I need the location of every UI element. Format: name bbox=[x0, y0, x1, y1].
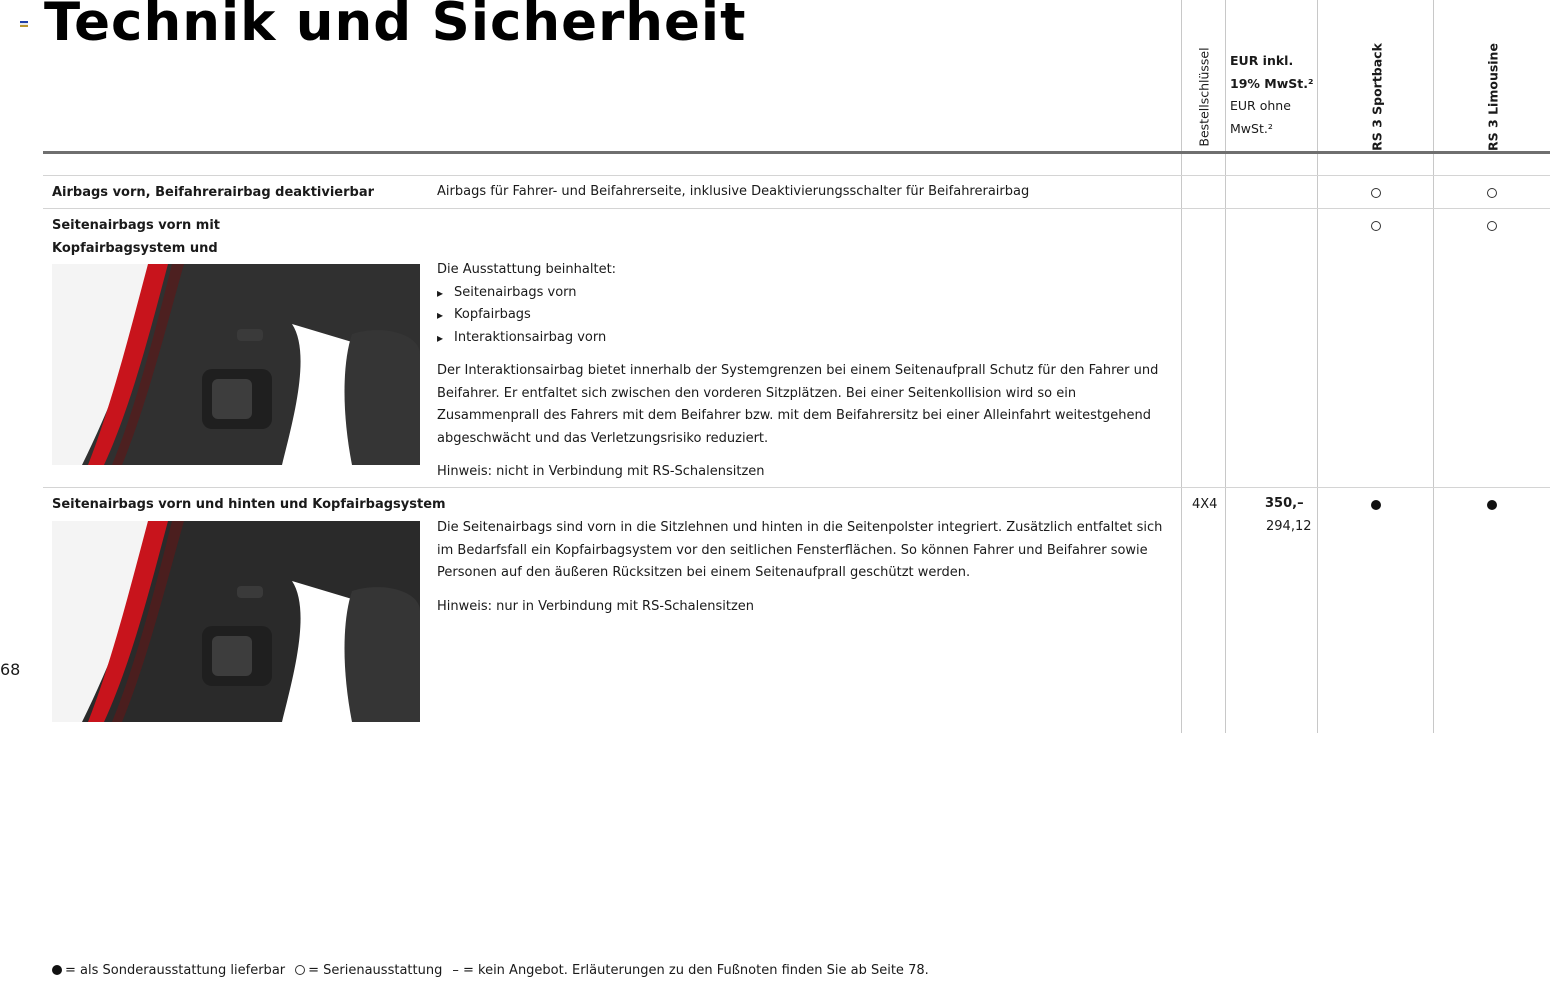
row-3-note: Hinweis: nur in Verbindung mit RS-Schalensitzen bbox=[437, 598, 755, 614]
row-2-airbag-photo bbox=[52, 264, 420, 465]
row-3-price-gross: 350,– bbox=[1265, 496, 1304, 511]
legend-serie: = Serienausstattung bbox=[308, 963, 443, 978]
page-number: 68 bbox=[0, 660, 21, 679]
list-item: ▸ Seitenairbags vorn bbox=[437, 282, 1167, 305]
row-2-sportback-serie-icon bbox=[1371, 221, 1381, 231]
row-3-sportback-sonder-icon bbox=[1371, 500, 1381, 510]
header-rule bbox=[43, 151, 1550, 154]
column-divider bbox=[1181, 0, 1182, 733]
page-title: Technik und Sicherheit bbox=[44, 0, 747, 53]
header-price-net: EUR ohne MwSt.² bbox=[1230, 98, 1291, 136]
row-rule bbox=[43, 175, 1550, 176]
row-1-sportback-serie-icon bbox=[1371, 188, 1381, 198]
row-2-item-list bbox=[437, 282, 1167, 350]
row-3-name: Seitenairbags vorn und hinten und Kopfairbagsystem bbox=[52, 497, 446, 512]
row-1-description: Airbags für Fahrer- und Beifahrerseite, inklusive Deaktivierungsschalter für Beifahrerairbag bbox=[437, 184, 1030, 199]
row-2-name: Seitenairbags vorn mit Kopfairbagsystem und bbox=[52, 218, 221, 256]
row-2-description: Der Interaktionsairbag bietet innerhalb der Systemgrenzen bei einem Seitenaufprall Schutz für den Fahrer und Beifahrer. Er entfaltet sich zwischen den vorderen Sitzplätzen. Bei einer Seitenkollision wird so ein Zusammenprall des Fahrers mit dem Beifahrer bzw. mit dem Beifahrersitz bei einer Alleinfahrt weitestgehend abgeschwächt und das Verletzungsrisiko reduziert. bbox=[437, 363, 1159, 446]
header-order-key: Bestellschlüssel bbox=[1196, 47, 1212, 147]
flag-icon bbox=[20, 21, 28, 27]
legend-sonder: = als Sonderausstattung lieferbar bbox=[65, 963, 286, 978]
row-3-description-block bbox=[437, 517, 1167, 618]
header-price-gross: EUR inkl. 19% MwSt.² bbox=[1230, 53, 1314, 91]
column-divider bbox=[1433, 0, 1434, 733]
row-rule bbox=[43, 208, 1550, 209]
row-3-airbag-photo bbox=[52, 521, 420, 722]
sonder-filled-circle-icon bbox=[52, 965, 62, 975]
header-price bbox=[1230, 50, 1316, 140]
row-rule bbox=[43, 487, 1550, 488]
legend-none: – = kein Angebot. Erläuterungen zu den Fußnoten finden Sie ab Seite 78. bbox=[452, 963, 929, 978]
legend bbox=[52, 963, 929, 978]
column-divider bbox=[1317, 0, 1318, 733]
serie-open-circle-icon bbox=[295, 965, 305, 975]
row-3-limousine-sonder-icon bbox=[1487, 500, 1497, 510]
column-divider bbox=[1225, 0, 1226, 733]
list-item: ▸ Interaktionsairbag vorn bbox=[437, 327, 1167, 350]
header-model-limousine: RS 3 Limousine bbox=[1485, 43, 1501, 151]
row-2-intro: Die Ausstattung beinhaltet: bbox=[437, 262, 617, 277]
list-item: ▸ Kopfairbags bbox=[437, 304, 1167, 327]
row-3-price-net: 294,12 bbox=[1266, 519, 1312, 534]
row-1-name: Airbags vorn, Beifahrerairbag deaktivierbar bbox=[52, 185, 375, 200]
row-3-order-key: 4X4 bbox=[1192, 497, 1218, 512]
row-1-limousine-serie-icon bbox=[1487, 188, 1497, 198]
row-3-description: Die Seitenairbags sind vorn in die Sitzlehnen und hinten in die Seitenpolster integriert. Zusätzlich entfaltet sich im Bedarfsfall ein Kopfairbagsystem vor den seitlichen Fensterflächen. So können Fahrer und Beifahrer sowie Personen auf den äußeren Rücksitzen bei einem Seitenaufprall geschützt werden. bbox=[437, 520, 1163, 580]
row-2-note: Hinweis: nicht in Verbindung mit RS-Schalensitzen bbox=[437, 464, 765, 479]
header-model-sportback: RS 3 Sportback bbox=[1369, 43, 1385, 151]
row-2-description-block bbox=[437, 259, 1167, 484]
row-2-limousine-serie-icon bbox=[1487, 221, 1497, 231]
